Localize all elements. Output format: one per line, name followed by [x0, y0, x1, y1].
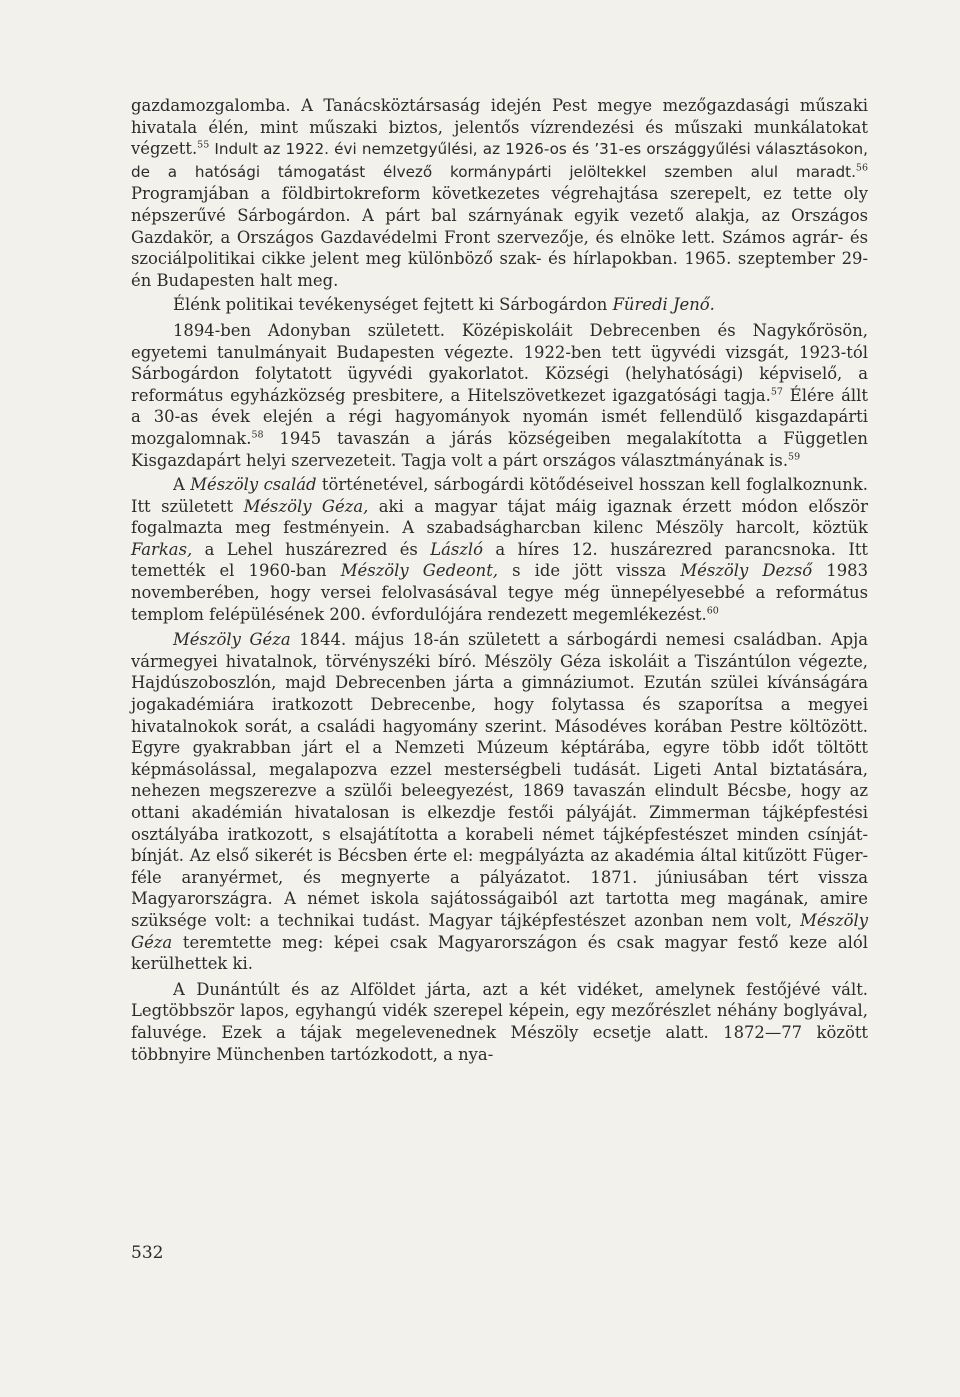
text-run: teremtette meg: képei csak Magyarországon és csak magyar festő keze alól kerülhettek ki.: [131, 932, 868, 974]
text-run: Élénk politikai tevékenységet fejtett ki Sárbogárdon: [173, 295, 613, 315]
paragraph: [131, 979, 868, 1065]
footnote-ref: 60: [706, 605, 719, 617]
text-run: 1844. május 18-án született a sárbogárdi nemesi családban. Apja vármegyei hivatalnok, törvényszéki bíró. Mészöly Géza iskoláit a Tiszántúlon végezte, Hajdúszoboszlón, majd Debrecenben járta a gimnáziumot. Ezután szülei kívánságára jogakadémiára iratkozott Debrecenbe, hogy folytassa és szaporítsa a megyei hivatalnokok sorát, a családi hagyomány szerint. Másodéves korában Pestre költözött. Egyre gyakrabban járt el a Nemzeti Múzeum képtárába, egyre több időt töltött képmásolással, megalapozva ezzel mesterségbeli tudását. Ligeti Antal biztatására, nehezen megszerezve a szülői beleegyezést, 1869 tavaszán elindult Bécsbe, hogy az ottani akadémián hivatalosan is elkezdje festői pályáját. Zimmerman tájképfestési osztályába iratkozott, s elsajátította a korabeli német tájképfestészet minden csínját-bínját. Az első sikerét is Bécsben érte el: megpályázta az akadémia által kitűzött Füger-féle aranyérmet, és megnyerte a pályázatot. 1871. júniusában tért vissza Magyarországra. A német iskola sajátosságaiból azt tartotta meg magának, amire szüksége volt: a technikai tudást. Magyar tájképfestészet azonban nem volt,: [131, 630, 868, 930]
text-run: Programjában a földbirtokreform következetes végrehajtása szerepelt, ez tette oly népszerűvé Sárbogárdon. A párt bal szárnyának egyik vezető alakja, az Országos Gazdakör, a Országos Gazdavédelmi Front szervezője, és elnöke lett. Számos agrár- és szociálpolitikai cikke jelent meg különböző szak- és hírlapokban. 1965. szeptember 29-én Budapesten halt meg.: [131, 184, 868, 290]
italic-name: Mészöly Géza: [131, 910, 868, 952]
text-run: A: [173, 475, 191, 495]
footnote-ref: 55: [197, 139, 210, 151]
italic-name: Mészöly Géza,: [243, 496, 369, 516]
text-run: a Lehel huszárezred és: [192, 539, 431, 559]
italic-name: Mészöly család: [190, 475, 317, 495]
paragraph: [131, 629, 868, 975]
italic-name: Füredi Jenő.: [612, 295, 715, 315]
text-run: a híres 12. huszárezred parancsnoka. Itt temették el 1960-ban: [131, 539, 868, 581]
italic-name: Mészöly Gedeont,: [340, 561, 498, 581]
italic-name: Farkas,: [131, 539, 193, 559]
text-run: s ide jött vissza: [498, 561, 681, 581]
page-number: 532: [131, 1243, 164, 1263]
paragraph: [131, 320, 868, 471]
footnote-ref: 58: [251, 429, 264, 441]
paragraph: [131, 474, 868, 625]
footnote-ref: 56: [855, 162, 868, 174]
footnote-ref: 57: [770, 386, 783, 398]
text-run: 1945 tavaszán a járás községeiben megalakította a Független Kisgazdapárt helyi szervezeteit. Tagja volt a párt országos választmányának is.: [131, 428, 868, 470]
text-run: Élére állt a 30-as évek elején a régi hagyományok nyomán ismét fellendülő kisgazdapárti mozgalomnak.: [131, 385, 868, 448]
text-run: Indult az 1922. évi nemzetgyűlési, az 1926-os és ’31-es országgyűlési választásokon, de a hatósági támogatást élvező kormánypárti jelöltekkel szemben alul maradt.: [131, 140, 868, 181]
document-body: [131, 95, 868, 1065]
text-run: történetével, sárbogárdi kötődéseivel hosszan kell foglalkoznunk. Itt született: [131, 475, 868, 516]
text-run: gazdamozgalomba. A Tanácsköztársaság idején Pest megye mezőgazdasági műszaki hivatala élén, mint műszaki biztos, jelentős vízrendezési és műszaki munkálatokat végzett.: [131, 96, 868, 159]
text-run: aki a magyar tájat máig igaznak érzett módon először fogalmazta meg festményein. A szabadságharcban kilenc Mészöly harcolt, köztük: [131, 496, 868, 538]
paragraph: [131, 95, 868, 291]
italic-name: Mészöly Géza: [173, 630, 291, 650]
paragraph: [131, 294, 868, 316]
text-run: 1894-ben Adonyban született. Középiskoláit Debrecenben és Nagykőrösön, egyetemi tanulmányait Budapesten végezte. 1922-ben tett ügyvédi vizsgát, 1923-tól Sárbogárdon folytatott ügyvédi gyakorlatot. Községi (helyhatósági) képviselő, a református egyházközség presbitere, a Hitelszövetkezet igazgatósági tagja.: [131, 320, 868, 405]
text-run: A Dunántúlt és az Alföldet járta, azt a két vidéket, amelynek festőjévé vált. Legtöbbször lapos, egyhangú vidék szerepel képein, egy mezőrészlet néhány boglyával, faluvége. Ezek a tájak megelevenednek Mészöly ecsetje alatt. 1872—77 között többnyire Münchenben tartózkodott, a nya-: [131, 979, 868, 1064]
text-run: 1983 novemberében, hogy versei felolvasásával tegye még ünnepélyesebbé a református templom felépülésének 200. évfordulójára rendezett megemlékezést.: [131, 561, 868, 624]
italic-name: László: [430, 539, 484, 559]
italic-name: Mészöly Dezső: [680, 561, 813, 581]
footnote-ref: 59: [788, 451, 801, 463]
